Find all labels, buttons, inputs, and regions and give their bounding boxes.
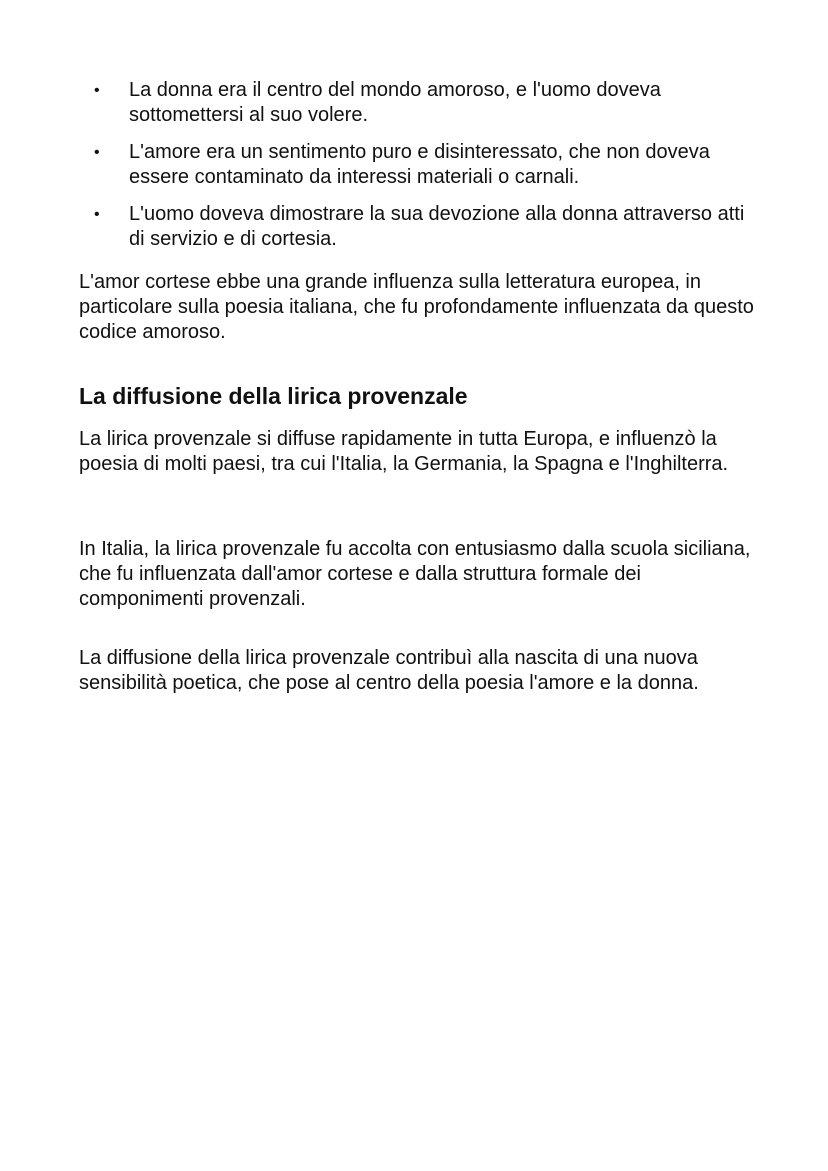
bullet-list — [80, 78, 760, 264]
bullet-text: L'amore era un sentimento puro e disinteressato, che non doveva essere contaminato da interessi materiali o carnali. — [129, 141, 710, 188]
intro-paragraph: L'amor cortese ebbe una grande influenza sulla letteratura europea, in particolare sulla poesia italiana, che fu profondamente influenzata da questo codice amoroso. — [79, 271, 754, 343]
bullet-marker: • — [94, 206, 100, 223]
body-paragraph: La lirica provenzale si diffuse rapidamente in tutta Europa, e influenzò la poesia di molti paesi, tra cui l'Italia, la Germania, la Spagna e l'Inghilterra. — [79, 428, 729, 475]
body-paragraph: La diffusione della lirica provenzale contribuì alla nascita di una nuova sensibilità poetica, che pose al centro della poesia l'amore e la donna. — [79, 647, 699, 694]
bullet-marker: • — [94, 144, 100, 161]
list-item — [80, 140, 760, 190]
bullet-marker: • — [94, 82, 100, 99]
section-heading: La diffusione della lirica provenzale — [79, 383, 468, 409]
list-item — [80, 78, 760, 128]
list-item — [80, 202, 760, 252]
body-paragraph: In Italia, la lirica provenzale fu accolta con entusiasmo dalla scuola siciliana, che fu influenzata dall'amor cortese e dalla struttura formale dei componimenti provenzali. — [79, 538, 751, 610]
bullet-text: L'uomo doveva dimostrare la sua devozione alla donna attraverso atti di servizio e di cortesia. — [129, 203, 745, 250]
bullet-text: La donna era il centro del mondo amoroso, e l'uomo doveva sottomettersi al suo volere. — [129, 79, 661, 126]
